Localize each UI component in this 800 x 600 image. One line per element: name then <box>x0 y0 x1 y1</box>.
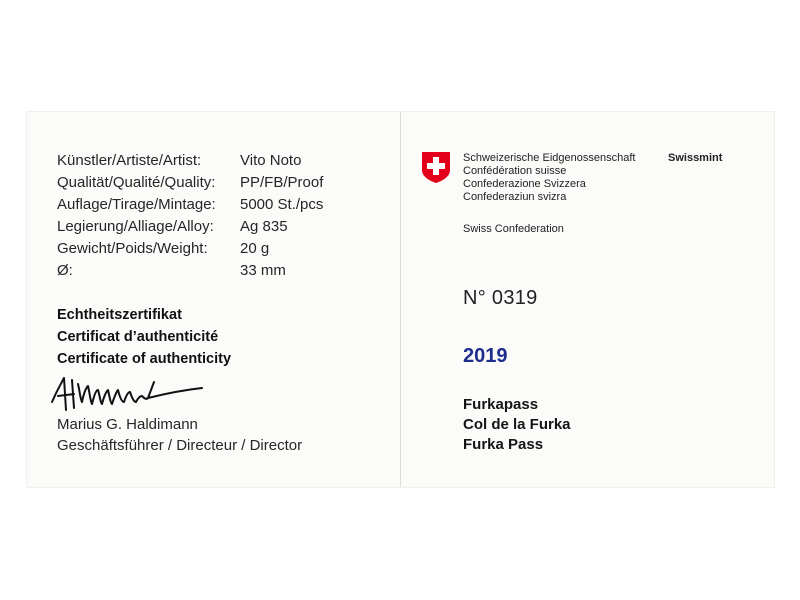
spec-row <box>57 172 323 194</box>
spec-row <box>57 260 323 282</box>
confederation-en: Swiss Confederation <box>463 223 564 235</box>
certificate-title-de: Echtheitszertifikat <box>57 307 182 323</box>
signature-image <box>44 368 204 416</box>
spec-row <box>57 194 323 216</box>
spec-value: Vito Noto <box>240 152 302 169</box>
spec-row <box>57 150 323 172</box>
spec-label: Ø: <box>57 262 73 279</box>
confederation-rm: Confederaziun svizra <box>463 191 567 203</box>
spec-label: Legierung/Alliage/Alloy: <box>57 218 214 235</box>
spec-label: Qualität/Qualité/Quality: <box>57 174 216 191</box>
spec-value: Ag 835 <box>240 218 288 235</box>
coin-names <box>463 395 571 455</box>
certificate-heading <box>57 304 231 370</box>
card-fold-line <box>400 112 401 487</box>
coin-name-fr: Col de la Furka <box>463 416 571 433</box>
specs-table <box>57 150 323 282</box>
certificate-title-fr: Certificat d’authenticité <box>57 329 219 345</box>
signer-block <box>57 414 302 456</box>
confederation-fr: Confédération suisse <box>463 165 567 177</box>
swiss-flag-icon <box>420 150 452 184</box>
confederation-names <box>463 152 635 204</box>
mint-name: Swissmint <box>668 152 723 164</box>
signer-name: Marius G. Haldimann <box>57 416 198 433</box>
certificate-title-en: Certificate of authenticity <box>57 351 232 367</box>
coin-name-de: Furkapass <box>463 396 539 413</box>
spec-label: Künstler/Artiste/Artist: <box>57 152 202 169</box>
spec-label: Auflage/Tirage/Mintage: <box>57 196 216 213</box>
spec-row <box>57 238 323 260</box>
signer-title: Geschäftsführer / Directeur / Director <box>57 437 303 454</box>
spec-value: PP/FB/Proof <box>240 174 324 191</box>
spec-label: Gewicht/Poids/Weight: <box>57 240 208 257</box>
confederation-it: Confederazione Svizzera <box>463 178 586 190</box>
serial-number: N° 0319 <box>463 287 538 309</box>
spec-value: 5000 St./pcs <box>240 196 324 213</box>
spec-value: 20 g <box>240 240 270 257</box>
coin-name-en: Furka Pass <box>463 436 544 453</box>
spec-row <box>57 216 323 238</box>
issue-year: 2019 <box>463 345 508 367</box>
confederation-de: Schweizerische Eidgenossenschaft <box>463 152 636 164</box>
spec-value: 33 mm <box>240 262 286 279</box>
